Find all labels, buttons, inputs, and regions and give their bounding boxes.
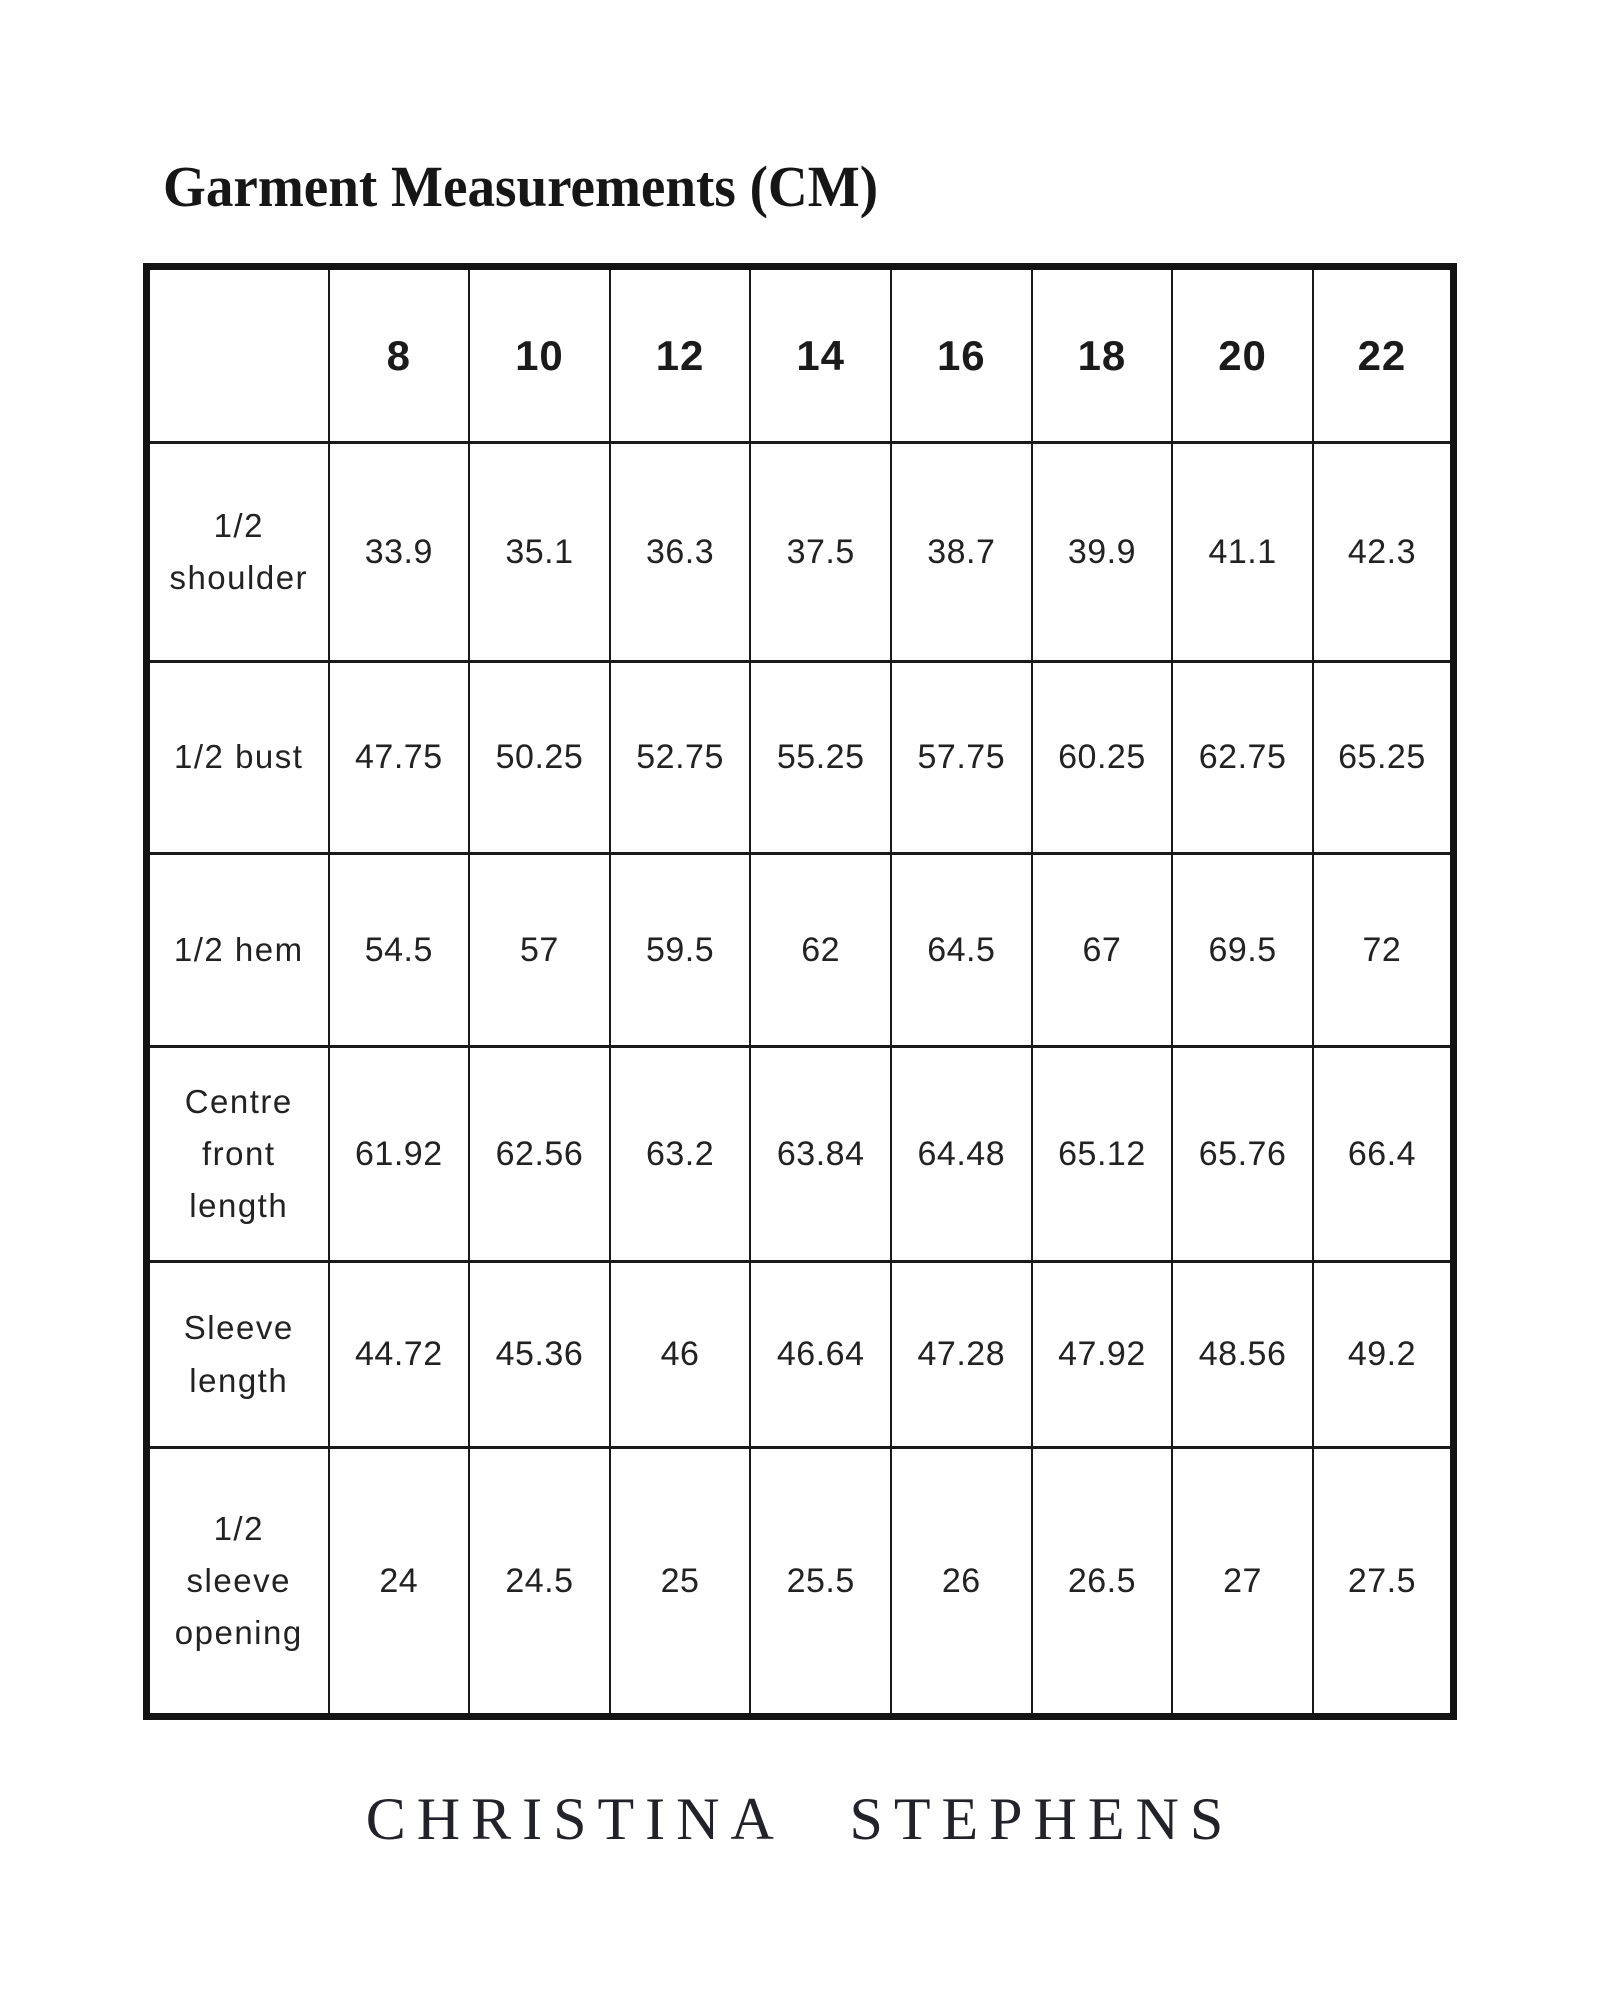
- measurement-cell: 62.56: [469, 1047, 610, 1262]
- measurement-cell: 47.92: [1032, 1262, 1173, 1448]
- measurement-cell: 25.5: [750, 1448, 891, 1717]
- measurement-cell: 65.12: [1032, 1047, 1173, 1262]
- measurement-cell: 46.64: [750, 1262, 891, 1448]
- measurement-cell: 62: [750, 854, 891, 1047]
- measurement-cell: 38.7: [891, 443, 1032, 662]
- measurement-cell: 41.1: [1172, 443, 1313, 662]
- measurement-cell: 36.3: [610, 443, 751, 662]
- measurement-cell: 57: [469, 854, 610, 1047]
- measurement-cell: 26: [891, 1448, 1032, 1717]
- brand-wordmark: CHRISTINA STEPHENS: [365, 1786, 1235, 1852]
- measurement-cell: 72: [1313, 854, 1454, 1047]
- row-label-sleeve-length: Sleeve length: [147, 1262, 329, 1448]
- size-header-row: [147, 267, 1454, 443]
- row-label-centre-front-length: Centre front length: [147, 1047, 329, 1262]
- measurement-cell: 26.5: [1032, 1448, 1173, 1717]
- measurement-cell: 54.5: [329, 854, 470, 1047]
- table-row-half-hem: [147, 854, 1454, 1047]
- measurement-cell: 37.5: [750, 443, 891, 662]
- measurement-cell: 48.56: [1172, 1262, 1313, 1448]
- measurement-cell: 64.5: [891, 854, 1032, 1047]
- size-column-header-22: 22: [1313, 267, 1454, 443]
- measurement-cell: 67: [1032, 854, 1173, 1047]
- measurement-cell: 63.84: [750, 1047, 891, 1262]
- measurement-cell: 27: [1172, 1448, 1313, 1717]
- table-row-centre-front-length: [147, 1047, 1454, 1262]
- row-label-half-shoulder: 1/2 shoulder: [147, 443, 329, 662]
- measurement-cell: 61.92: [329, 1047, 470, 1262]
- measurement-cell: 25: [610, 1448, 751, 1717]
- table-row-half-bust: [147, 662, 1454, 854]
- measurement-cell: 24: [329, 1448, 470, 1717]
- size-column-header-14: 14: [750, 267, 891, 443]
- measurement-cell: 50.25: [469, 662, 610, 854]
- measurement-cell: 60.25: [1032, 662, 1173, 854]
- size-column-header-18: 18: [1032, 267, 1173, 443]
- measurement-cell: 64.48: [891, 1047, 1032, 1262]
- row-label-half-hem: 1/2 hem: [147, 854, 329, 1047]
- garment-measurements-table: [143, 263, 1457, 1720]
- measurement-cell: 33.9: [329, 443, 470, 662]
- measurement-cell: 69.5: [1172, 854, 1313, 1047]
- measurement-cell: 45.36: [469, 1262, 610, 1448]
- measurement-cell: 44.72: [329, 1262, 470, 1448]
- size-column-header-12: 12: [610, 267, 751, 443]
- measurement-cell: 27.5: [1313, 1448, 1454, 1717]
- row-label-half-bust: 1/2 bust: [147, 662, 329, 854]
- measurement-cell: 62.75: [1172, 662, 1313, 854]
- measurement-cell: 49.2: [1313, 1262, 1454, 1448]
- measurement-cell: 39.9: [1032, 443, 1173, 662]
- measurement-cell: 24.5: [469, 1448, 610, 1717]
- measurement-cell: 47.75: [329, 662, 470, 854]
- size-column-header-10: 10: [469, 267, 610, 443]
- measurement-cell: 46: [610, 1262, 751, 1448]
- measurement-cell: 65.25: [1313, 662, 1454, 854]
- measurement-cell: 47.28: [891, 1262, 1032, 1448]
- measurement-cell: 52.75: [610, 662, 751, 854]
- measurement-cell: 55.25: [750, 662, 891, 854]
- size-column-header-8: 8: [329, 267, 470, 443]
- row-label-half-sleeve-opening: 1/2 sleeve opening: [147, 1448, 329, 1717]
- measurement-cell: 57.75: [891, 662, 1032, 854]
- table-row-half-sleeve-opening: [147, 1448, 1454, 1717]
- size-column-header-20: 20: [1172, 267, 1313, 443]
- measurement-cell: 65.76: [1172, 1047, 1313, 1262]
- measurement-cell: 35.1: [469, 443, 610, 662]
- page-title: Garment Measurements (CM): [163, 154, 879, 219]
- table-row-half-shoulder: [147, 443, 1454, 662]
- measurement-cell: 66.4: [1313, 1047, 1454, 1262]
- measurement-cell: 63.2: [610, 1047, 751, 1262]
- size-column-header-16: 16: [891, 267, 1032, 443]
- measurement-cell: 42.3: [1313, 443, 1454, 662]
- table-row-sleeve-length: [147, 1262, 1454, 1448]
- measurement-cell: 59.5: [610, 854, 751, 1047]
- corner-cell: [147, 267, 329, 443]
